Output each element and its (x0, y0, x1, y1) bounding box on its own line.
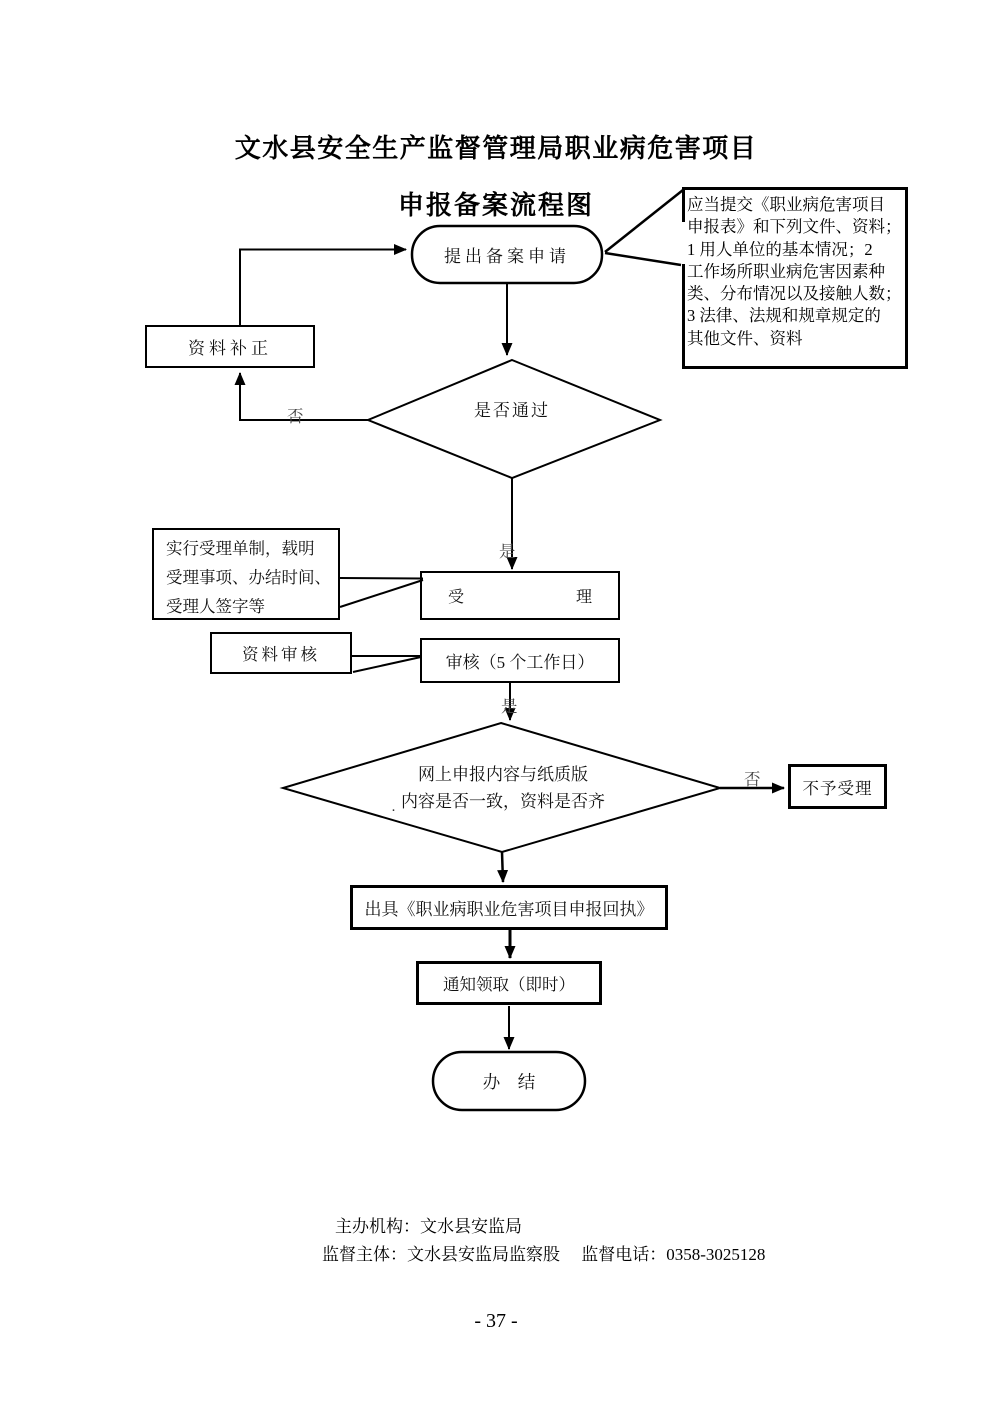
decision2-stray-mark: · (391, 803, 396, 819)
accept-box: 受 理 (420, 571, 620, 620)
label-yes-1: 是 (499, 542, 516, 561)
note-line: 申报表》和下列文件、资料； (687, 217, 902, 237)
decision2-line: 网上申报内容与纸质版 (418, 765, 588, 784)
correction-box: 资料补正 (145, 325, 315, 368)
accept-note-wedge-top (340, 578, 423, 579)
end-terminator-label: 办 结 (482, 1071, 536, 1092)
reject-box: 不予受理 (788, 764, 887, 809)
note-line: 1 用人单位的基本情况；2 (687, 239, 873, 259)
label-no-2: 否 (744, 770, 761, 789)
accept-note-text (166, 534, 338, 621)
start-terminator-label: 提出备案申请 (444, 247, 570, 266)
page-subtitle: 申报备案流程图 (397, 191, 594, 220)
page-number: - 37 - (474, 1310, 518, 1332)
review-box: 审核（5 个工作日） (420, 638, 620, 683)
accept-note-wedge-bottom (340, 580, 423, 607)
note-line: 工作场所职业病危害因素种 (687, 261, 885, 281)
decision1-label: 是否通过 (474, 400, 550, 420)
footer-organizer: 主办机构：文水县安监局 (335, 1217, 522, 1236)
note-callout-wedge-bottom (605, 253, 681, 265)
decision2-label (353, 761, 653, 815)
page-title: 文水县安全生产监督管理局职业病危害项目 (234, 134, 758, 163)
label-no-1: 否 (287, 407, 304, 426)
note-callout-text (687, 194, 905, 350)
note-line: 其他文件、资料 (687, 328, 803, 348)
notify-box: 通知领取（即时） (416, 961, 602, 1005)
arrow-correction-to-start (240, 250, 406, 326)
receipt-box: 出具《职业病职业危害项目申报回执》 (350, 885, 668, 930)
arrow-decision2-yes-to-receipt (502, 852, 503, 882)
label-yes-2: 是 (501, 697, 518, 716)
accept-note-line: 受理事项、办结时间、 (166, 568, 331, 587)
note-line: 类、分布情况以及接触人数； (687, 284, 902, 304)
note-line: 3 法律、法规和规章规定的 (687, 306, 881, 326)
review-note-box: 资料审核 (210, 632, 352, 674)
note-line: 应当提交《职业病危害项目 (687, 195, 885, 214)
accept-note-line: 受理人签字等 (166, 597, 265, 616)
accept-note-line: 实行受理单制，载明 (166, 539, 315, 558)
review-note-wedge-bottom (353, 657, 421, 672)
decision2-line: 内容是否一致，资料是否齐 (401, 792, 605, 811)
arrow-decision1-no-to-correction (240, 373, 368, 420)
footer-supervisor: 监督主体：文水县安监局监察股 监督电话：0358-3025128 (322, 1245, 766, 1264)
